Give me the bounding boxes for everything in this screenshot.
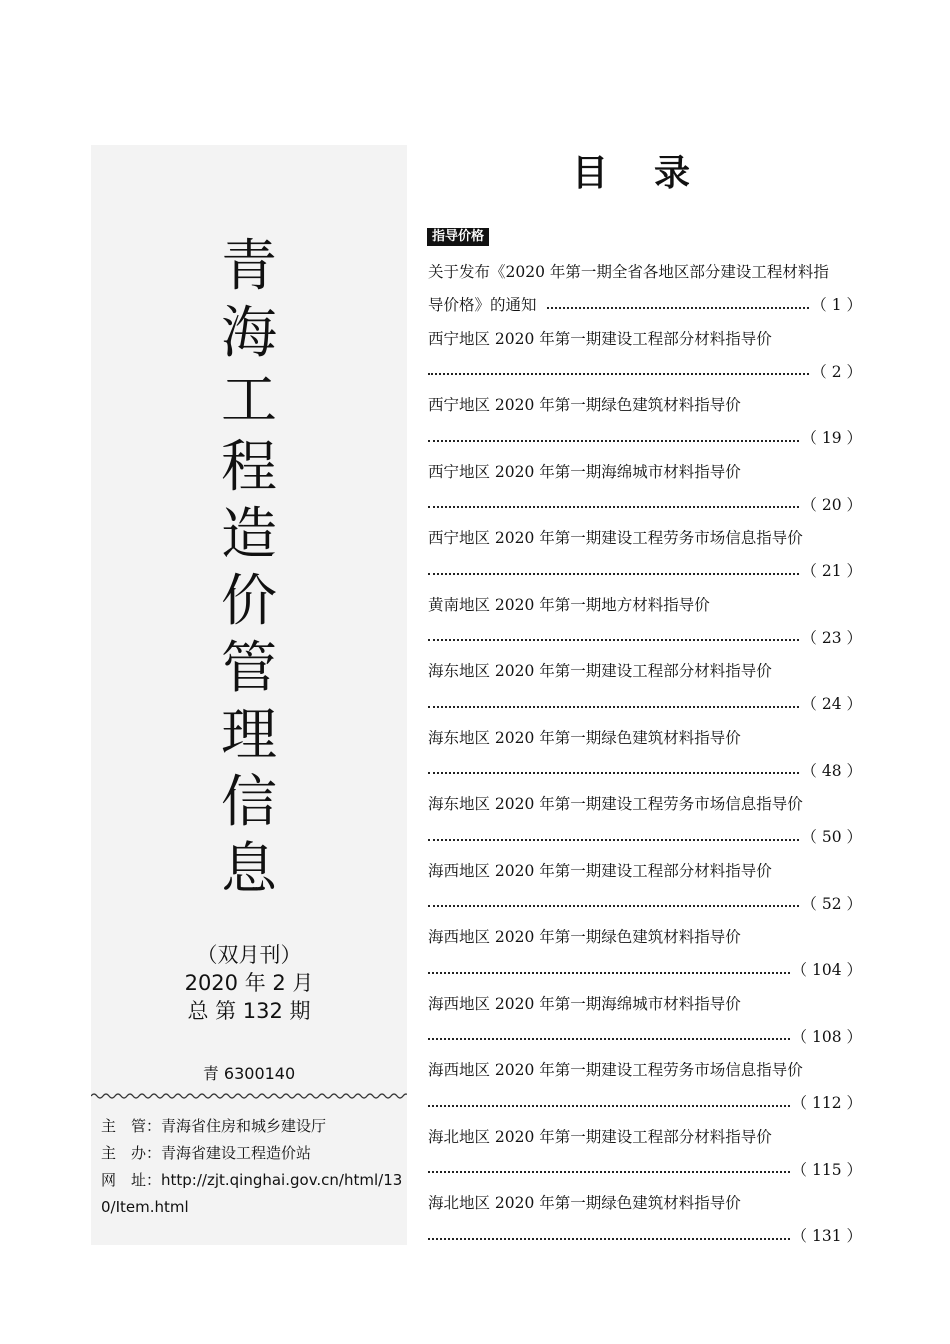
website-line: 网 址：http://zjt.qinghai.gov.cn/html/130/Item.html xyxy=(101,1171,403,1216)
title-char: 信 xyxy=(221,770,277,835)
wavy-divider xyxy=(91,1090,407,1102)
toc-entry[interactable] xyxy=(428,256,862,323)
toc-entry[interactable] xyxy=(428,855,862,922)
toc-entry-title: 海北地区 2020 年第一期绿色建筑材料指导价 xyxy=(428,1194,741,1212)
dot-leader xyxy=(428,1038,790,1040)
toc-entry-page: （ 20 ） xyxy=(801,495,862,514)
title-char: 青 xyxy=(221,234,277,299)
toc-entry-title: 西宁地区 2020 年第一期绿色建筑材料指导价 xyxy=(428,396,741,414)
toc-entry-title: 海北地区 2020 年第一期建设工程部分材料指导价 xyxy=(428,1127,772,1146)
toc-entry-page: （ 2 ） xyxy=(811,362,862,381)
toc-entry[interactable] xyxy=(428,323,862,390)
toc-entry-title: 海东地区 2020 年第一期绿色建筑材料指导价 xyxy=(428,728,741,747)
toc-entry-title: 西宁地区 2020 年第一期建设工程部分材料指导价 xyxy=(428,329,772,348)
toc-entry-leader xyxy=(428,688,862,721)
toc-entry-leader xyxy=(428,954,862,987)
toc-entry[interactable] xyxy=(428,788,862,855)
toc-entry[interactable] xyxy=(428,1187,862,1254)
toc-entry-title: 海西地区 2020 年第一期海绵城市材料指导价 xyxy=(428,994,741,1013)
toc-entry-leader xyxy=(428,356,862,389)
dot-leader xyxy=(428,839,799,841)
title-char: 管 xyxy=(221,636,277,701)
toc-entry[interactable] xyxy=(428,988,862,1055)
toc-entry-title: 西宁地区 2020 年第一期海绵城市材料指导价 xyxy=(428,462,741,481)
publisher-info xyxy=(101,1113,407,1221)
toc-entry-page: （ 24 ） xyxy=(801,695,862,713)
dot-leader xyxy=(428,905,799,907)
toc-entry-page: （ 104 ） xyxy=(791,961,862,979)
toc-list xyxy=(428,256,862,1254)
issn-number: 青 6300140 xyxy=(202,1064,296,1083)
toc-entry-leader xyxy=(428,422,862,455)
toc-entry[interactable] xyxy=(428,655,862,722)
issue-date: 2020 年 2 月 xyxy=(184,971,314,995)
dot-leader xyxy=(428,706,799,708)
toc-entry-leader xyxy=(428,1087,862,1120)
toc-entry-page: （ 131 ） xyxy=(791,1227,862,1245)
toc-entry-title-continued: 导价格》的通知 xyxy=(428,296,537,314)
toc-entry[interactable] xyxy=(428,1121,862,1188)
title-char: 造 xyxy=(221,502,277,567)
toc-entry-title: 海西地区 2020 年第一期绿色建筑材料指导价 xyxy=(428,928,741,946)
dot-leader xyxy=(428,1171,790,1173)
dot-leader xyxy=(428,373,809,375)
frequency-label: （双月刊） xyxy=(196,943,302,967)
dot-leader xyxy=(547,307,810,309)
toc-entry-title: 海西地区 2020 年第一期建设工程部分材料指导价 xyxy=(428,861,772,880)
title-char: 海 xyxy=(221,301,277,366)
toc-entry[interactable] xyxy=(428,921,862,988)
issue-info xyxy=(91,941,407,1025)
toc-entry-leader xyxy=(428,755,862,788)
cover-panel xyxy=(91,145,407,1245)
toc-entry-title: 海东地区 2020 年第一期建设工程部分材料指导价 xyxy=(428,662,772,680)
title-char: 程 xyxy=(221,435,277,500)
toc-entry-page: （ 21 ） xyxy=(801,562,862,580)
dot-leader xyxy=(428,573,799,575)
section-tag: 指导价格 xyxy=(427,228,489,246)
toc-entry-page: （ 48 ） xyxy=(801,761,862,780)
toc-entry-page: （ 19 ） xyxy=(801,429,862,447)
title-char: 息 xyxy=(221,837,277,902)
sponsor-line: 主 办：青海省建设工程造价站 xyxy=(101,1144,312,1162)
toc-entry-title: 关于发布《2020 年第一期全省各地区部分建设工程材料指 xyxy=(428,263,829,281)
toc-entry-title: 海东地区 2020 年第一期建设工程劳务市场信息指导价 xyxy=(428,795,803,813)
toc-title: 目录 xyxy=(572,152,737,194)
dot-leader xyxy=(428,639,799,641)
toc-entry-title: 黄南地区 2020 年第一期地方材料指导价 xyxy=(428,595,710,614)
toc-entry[interactable] xyxy=(428,456,862,523)
issue-number: 总 第 132 期 xyxy=(187,999,311,1023)
dot-leader xyxy=(428,506,799,508)
toc-entry[interactable] xyxy=(428,389,862,456)
toc-entry-leader xyxy=(428,555,862,588)
toc-entry-leader xyxy=(428,1021,862,1054)
toc-entry-leader xyxy=(428,622,862,655)
toc-entry-leader xyxy=(428,289,862,322)
toc-entry-leader xyxy=(428,1154,862,1187)
toc-entry[interactable] xyxy=(428,1054,862,1121)
toc-entry-page: （ 115 ） xyxy=(791,1160,862,1179)
toc-entry[interactable] xyxy=(428,589,862,656)
toc-entry-page: （ 1 ） xyxy=(811,296,862,314)
dot-leader xyxy=(428,972,790,974)
dot-leader xyxy=(428,440,799,442)
toc-entry-page: （ 52 ） xyxy=(801,894,862,913)
title-char: 价 xyxy=(221,569,277,634)
toc-entry-leader xyxy=(428,489,862,522)
toc-entry-leader xyxy=(428,821,862,854)
toc-entry-leader xyxy=(428,1220,862,1253)
toc-entry-title: 西宁地区 2020 年第一期建设工程劳务市场信息指导价 xyxy=(428,529,803,547)
toc-entry-page: （ 50 ） xyxy=(801,828,862,846)
toc-entry[interactable] xyxy=(428,722,862,789)
dot-leader xyxy=(428,1238,790,1240)
title-char: 理 xyxy=(221,703,277,768)
toc-entry-page: （ 23 ） xyxy=(801,628,862,647)
dot-leader xyxy=(428,1105,790,1107)
toc-entry-title: 海西地区 2020 年第一期建设工程劳务市场信息指导价 xyxy=(428,1061,803,1079)
toc-entry-page: （ 112 ） xyxy=(791,1094,862,1112)
toc-entry[interactable] xyxy=(428,522,862,589)
magazine-title xyxy=(91,233,407,903)
supervisor-line: 主 管：青海省住房和城乡建设厅 xyxy=(101,1117,327,1135)
toc-entry-page: （ 108 ） xyxy=(791,1027,862,1046)
dot-leader xyxy=(428,772,799,774)
toc-entry-leader xyxy=(428,888,862,921)
title-char: 工 xyxy=(221,368,277,433)
